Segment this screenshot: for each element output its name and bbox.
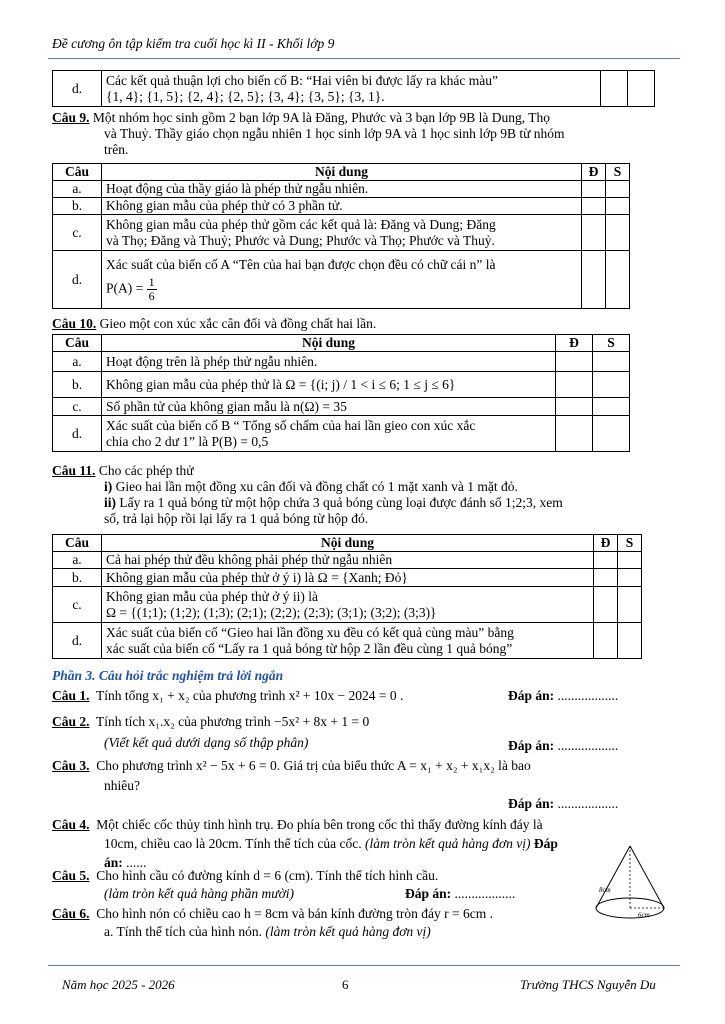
- answer-cell-s[interactable]: [593, 398, 630, 416]
- table-q9: Câu Nội dung Đ S a. Hoạt động của thầy giáo là phép thử ngẫu nhiên. b. Không gian mẫu của phép thử có 3 phần tử. c. Không gian mẫu của phép thử gồm các kết quả là: Đăng và Dung; Đăng và Thọ; Đăng và Thuỷ; Phước và Dung; Phước và Thọ; Phước và Thuỷ. d. Xác suất của biến cố A “Tên của hai bạn được chọn đều có chữ cái n” là P(A) = $\frac{1}{6}$: [52, 163, 630, 309]
- answer-cell-d[interactable]: [582, 198, 606, 215]
- short-q3: Câu 3. Cho phương trình x² − 5x + 6 = 0. Giá trị của biểu thức A = x₁ + x₂ + x₁x₂ là bao nhiêu?: [52, 758, 531, 793]
- answer-cell-s[interactable]: [593, 372, 630, 398]
- footer-year: Năm học 2025 - 2026: [62, 977, 175, 992]
- row-content: Các kết quả thuận lợi cho biến cố B: “Hai viên bi được lấy ra khác màu” {1, 4}; {1, 5}; {2, 4}; {2, 5}; {3, 4}; {3, 5}; {3, 1}.: [102, 71, 601, 107]
- footer-school: Trường THCS Nguyễn Du: [520, 977, 656, 992]
- answer-cell-s[interactable]: [606, 198, 630, 215]
- fraction: $\frac{1}{6}$: [148, 274, 155, 303]
- footer-rule: [48, 965, 680, 966]
- short-q5: Câu 5. Cho hình cầu có đường kính d = 6 (cm). Tính thể tích hình cầu. (làm tròn kết quả hàng phần mười): [52, 868, 439, 901]
- cone-right-edge: [630, 846, 664, 908]
- answer-cell-s[interactable]: [606, 181, 630, 198]
- answer-cell-s[interactable]: [618, 552, 642, 569]
- answer-cell-s[interactable]: [606, 215, 630, 251]
- answer-cell-d[interactable]: [594, 552, 618, 569]
- answer-cell-d[interactable]: [582, 215, 606, 251]
- answer-cell-s[interactable]: [593, 416, 630, 452]
- answer-cell-d[interactable]: [556, 416, 593, 452]
- table-q11: Câu Nội dung Đ S a. Cả hai phép thử đều không phải phép thử ngẫu nhiên b. Không gian mẫu của phép thử ở ý i) là Ω = {Xanh; Đỏ} c. Không gian mẫu của phép thử ở ý ii) là Ω = {(1;1); (1;2); (1;3); (2;1); (2;2); (2;3); (3;1); (3;2); (3;3)} d. Xác suất của biến cố “Gieo hai lần đồng xu đều có kết quả cùng màu” bằng xác suất của biến cố “Lấy ra 1 quả bóng từ hộp 2 lần đều cùng 1 quả bóng”: [52, 534, 642, 659]
- table-q10: Câu Nội dung Đ S a. Hoạt động trên là phép thử ngẫu nhiên. b. Không gian mẫu của phép thử là Ω = {(i; j) / 1 < i ≤ 6; 1 ≤ j ≤ 6} c. Số phần tử của không gian mẫu là n(Ω) = 35 d. Xác suất của biến cố B “ Tổng số chấm của hai lần gieo con xúc xắc chia cho 2 dư 1” là P(B) = 0,5: [52, 334, 630, 452]
- answer-cell-s[interactable]: [593, 352, 630, 372]
- header-title: Đề cương ôn tập kiểm tra cuối học kì II - Khối lớp 9: [52, 36, 335, 51]
- answer-cell-s[interactable]: [628, 71, 655, 107]
- cone-left-edge: [596, 846, 630, 908]
- answer-q2[interactable]: Đáp án: ..................: [508, 738, 619, 753]
- question-9: Câu 9. Một nhóm học sinh gồm 2 bạn lớp 9A là Đăng, Phước và 3 bạn lớp 9B là Dung, Thọ và Thuỷ. Thầy giáo chọn ngẫu nhiên 1 học sinh lớp 9A và 1 học sinh lớp 9B từ nhóm trên.: [52, 110, 565, 157]
- answer-q1[interactable]: Đáp án: ..................: [508, 688, 619, 703]
- header-rule: [48, 58, 680, 59]
- short-q1: Câu 1. Tính tổng x₁ + x₂ của phương trình x² + 10x − 2024 = 0 .: [52, 688, 404, 703]
- answer-cell-d[interactable]: [582, 181, 606, 198]
- answer-cell-d[interactable]: [594, 587, 618, 623]
- short-q4: Câu 4. Một chiếc cốc thủy tinh hình trụ. Đo phía bên trong cốc thì thấy đường kính đáy là 10cm, chiều cao là 20cm. Tính thể tích của cốc. (làm tròn kết quả hàng đơn vị) Đáp án: ......: [52, 817, 558, 870]
- answer-cell-s[interactable]: [606, 251, 630, 309]
- answer-q5[interactable]: Đáp án: ..................: [405, 886, 516, 901]
- answer-cell-d[interactable]: [594, 623, 618, 659]
- cone-radius-label: 6cm: [638, 911, 650, 919]
- question-10: Câu 10. Gieo một con xúc xắc cân đối và đồng chất hai lần.: [52, 316, 377, 331]
- question-11: Câu 11. Cho các phép thử i) Gieo hai lần một đồng xu cân đối và đồng chất có 1 mặt xanh và 1 mặt đỏ. ii) Lấy ra 1 quả bóng từ một hộp chứa 3 quả bóng cùng loại được đánh số 1;2;3, xem số, trả lại hộp rồi lại lấy ra 1 quả bóng từ hộp đó.: [52, 463, 563, 526]
- answer-cell-d[interactable]: [556, 352, 593, 372]
- cone-height-label: 8cm: [599, 886, 611, 894]
- short-q6: Câu 6. Cho hình nón có chiều cao h = 8cm và bán kính đường tròn đáy r = 6cm . a. Tính thể tích của hình nón. (làm tròn kết quả hàng đơn vị): [52, 906, 493, 939]
- row-label: d.: [53, 71, 102, 107]
- part3-title: Phần 3. Câu hỏi trắc nghiệm trả lời ngắn: [52, 668, 284, 683]
- answer-cell-d[interactable]: [556, 398, 593, 416]
- answer-cell-s[interactable]: [618, 623, 642, 659]
- answer-cell-d[interactable]: [582, 251, 606, 309]
- cone-figure: [590, 842, 670, 924]
- table-prev: [52, 70, 655, 107]
- answer-cell-d[interactable]: [556, 372, 593, 398]
- answer-cell-s[interactable]: [618, 569, 642, 587]
- answer-q3[interactable]: Đáp án: ..................: [508, 796, 619, 811]
- short-q2: Câu 2. Tính tích x₁.x₂ của phương trình −5x² + 8x + 1 = 0 (Viết kết quả dưới dạng số thập phân): [52, 714, 370, 750]
- answer-cell-d[interactable]: [594, 569, 618, 587]
- page-number: 6: [342, 977, 349, 992]
- answer-cell-d[interactable]: [601, 71, 628, 107]
- answer-cell-s[interactable]: [618, 587, 642, 623]
